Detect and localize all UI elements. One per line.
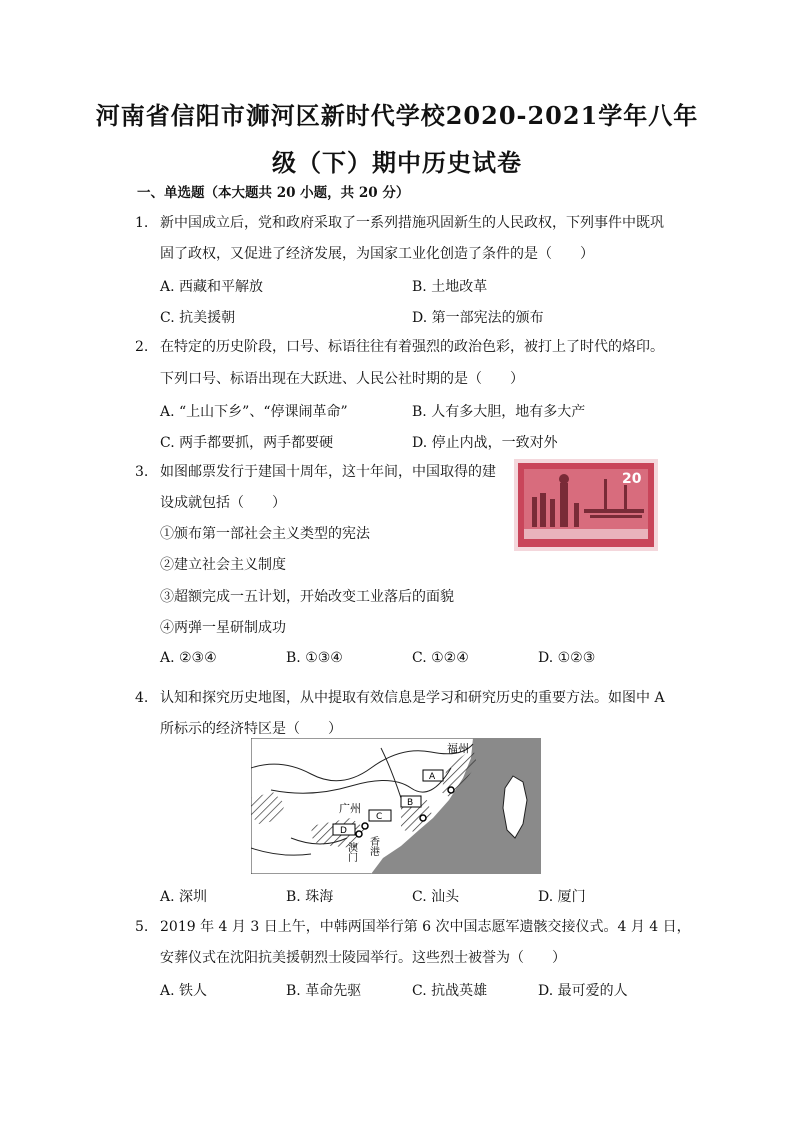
exam-title-line1: 河南省信阳市浉河区新时代学校2020-2021学年八年 bbox=[95, 101, 699, 130]
option-b: B. 革命先驱 bbox=[286, 983, 362, 999]
option-d: D. 第一部宪法的颁布 bbox=[412, 310, 544, 326]
option-c: C. 抗美援朝 bbox=[160, 310, 236, 326]
option-a: A. 铁人 bbox=[160, 983, 208, 999]
option-b: B. 土地改革 bbox=[412, 279, 488, 295]
option-c: C. 两手都要抓，两手都要硬 bbox=[160, 435, 334, 451]
question-text: 在特定的历史阶段，口号、标语往往有着强烈的政治色彩，被打上了时代的烙印。 bbox=[160, 339, 664, 355]
map-label-b: B bbox=[407, 798, 414, 808]
question-text: 设成就包括（ ） bbox=[160, 495, 286, 511]
option-b: B. 珠海 bbox=[286, 889, 334, 905]
statement-4: ④两弹一星研制成功 bbox=[160, 620, 286, 636]
option-d: D. ①②③ bbox=[538, 650, 596, 666]
option-d: D. 厦门 bbox=[538, 889, 586, 905]
option-c: C. 抗战英雄 bbox=[412, 983, 488, 999]
question-number: 1. bbox=[135, 215, 149, 231]
stamp-image bbox=[514, 459, 658, 551]
question-number: 4. bbox=[135, 690, 149, 706]
question-number: 3. bbox=[135, 464, 149, 480]
option-d: D. 停止内战，一致对外 bbox=[412, 435, 558, 451]
question-text: 2019 年 4 月 3 日上午，中韩两国举行第 6 次中国志愿军遗骸交接仪式。4 月 4 日， bbox=[160, 919, 691, 935]
statement-1: ①颁布第一部社会主义类型的宪法 bbox=[160, 526, 370, 542]
option-b: B. 人有多大胆，地有多大产 bbox=[412, 404, 586, 420]
question-text: 认知和探究历史地图，从中提取有效信息是学习和研究历史的重要方法。如图中 A bbox=[160, 690, 665, 706]
option-a: A. 西藏和平解放 bbox=[160, 279, 264, 295]
option-c: C. ①②④ bbox=[412, 650, 469, 666]
statement-3: ③超额完成一五计划，开始改变工业落后的面貌 bbox=[160, 589, 454, 605]
map-label-c: C bbox=[376, 812, 383, 822]
map-label-guangzhou: 广州 bbox=[339, 802, 361, 815]
statement-2: ②建立社会主义制度 bbox=[160, 557, 286, 573]
option-a: A. ②③④ bbox=[160, 650, 217, 666]
map-label-fuzhou: 福州 bbox=[447, 742, 469, 755]
map-label-hongkong: 香港 bbox=[367, 836, 379, 856]
question-number: 5. bbox=[135, 919, 149, 935]
question-text: 固了政权，又促进了经济发展，为国家工业化创造了条件的是（ ） bbox=[160, 246, 594, 262]
question-text: 所标示的经济特区是（ ） bbox=[160, 721, 342, 737]
stamp-value: 20 bbox=[622, 471, 642, 487]
section-heading: 一、单选题（本大题共 20 小题，共 20 分） bbox=[137, 185, 410, 201]
map-image bbox=[251, 738, 541, 874]
map-label-macau: 澳门 bbox=[345, 842, 357, 862]
map-label-d: D bbox=[340, 826, 347, 836]
question-text: 如图邮票发行于建国十周年，这十年间，中国取得的建 bbox=[160, 464, 496, 480]
option-b: B. ①③④ bbox=[286, 650, 343, 666]
question-text: 下列口号、标语出现在大跃进、人民公社时期的是（ ） bbox=[160, 371, 524, 387]
stamp-caption-strip bbox=[524, 529, 648, 539]
option-a: A. 深圳 bbox=[160, 889, 208, 905]
option-a: A. “上山下乡”、“停课闹革命” bbox=[160, 404, 348, 420]
option-c: C. 汕头 bbox=[412, 889, 460, 905]
question-text: 安葬仪式在沈阳抗美援朝烈士陵园举行。这些烈士被誉为（ ） bbox=[160, 950, 566, 966]
exam-title-line2: 级（下）期中历史试卷 bbox=[272, 148, 522, 177]
map-label-a: A bbox=[429, 772, 436, 782]
option-d: D. 最可爱的人 bbox=[538, 983, 628, 999]
question-number: 2. bbox=[135, 339, 149, 355]
question-text: 新中国成立后，党和政府采取了一系列措施巩固新生的人民政权，下列事件中既巩 bbox=[160, 215, 664, 231]
